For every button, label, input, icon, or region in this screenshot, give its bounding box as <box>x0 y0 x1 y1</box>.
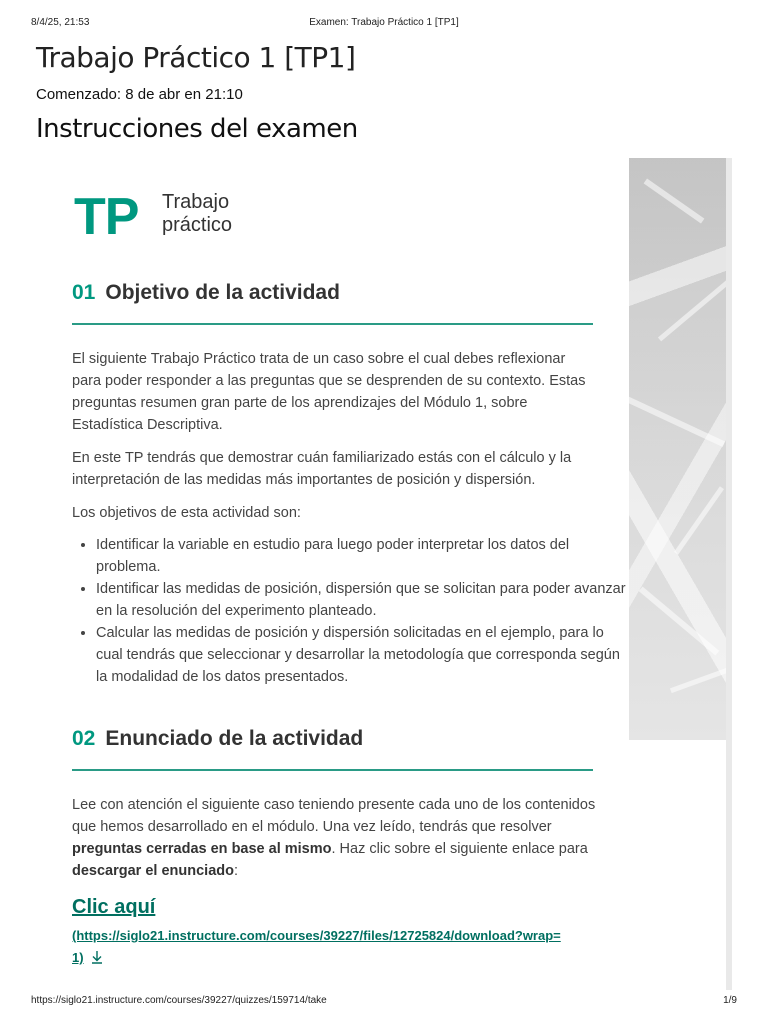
instructions-title: Instrucciones del examen <box>36 114 358 144</box>
download-url-text[interactable]: (https://siglo21.instructure.com/courses/39227/files/12725824/download?wrap=1) <box>72 928 561 965</box>
objective-item: • Identificar la variable en estudio para luego poder interpretar los datos del problema. <box>96 534 626 578</box>
print-footer <box>0 995 768 1009</box>
scrollbar-track[interactable] <box>726 158 732 990</box>
print-datetime: 8/4/25, 21:53 <box>31 17 90 28</box>
tp-logo-line2: práctico <box>162 214 233 236</box>
section1-paragraph-1: El siguiente Trabajo Práctico trata de un caso sobre el cual debes reflexionar para poder responder a las preguntas que se desprenden de su contexto. Estas preguntas resumen gran parte de los aprendizajes del Módulo 1, sobre Estadística Descriptiva. <box>72 351 586 433</box>
tp-logo-abbr: TP <box>74 188 139 246</box>
section1-title: Objetivo de la actividad <box>105 281 340 304</box>
section2-heading <box>72 727 363 751</box>
section2-text-a: Lee con atención el siguiente caso teniendo presente cada uno de los contenidos que hemos desarrollado en el módulo. Una vez leído, tendrás que resolver <box>72 797 596 835</box>
decorative-side-image <box>629 158 726 740</box>
section1-divider <box>72 323 593 325</box>
download-statement-link[interactable]: Clic aquí <box>72 896 156 918</box>
objectives-list <box>72 534 626 688</box>
section2-bold-closed-questions: preguntas cerradas en base al mismo <box>72 841 332 857</box>
download-icon[interactable] <box>90 949 104 971</box>
objective-item: • Identificar las medidas de posición, dispersión que se solicitan para poder avanzar en la resolución del experimento planteado. <box>96 578 626 622</box>
tp-logo-line1: Trabajo <box>162 191 230 213</box>
print-doc-title: Examen: Trabajo Práctico 1 [TP1] <box>309 17 459 28</box>
section1-heading <box>72 281 340 305</box>
started-timestamp: Comenzado: 8 de abr en 21:10 <box>36 86 243 103</box>
section2-text-c: . Haz clic sobre el siguiente enlace para <box>331 841 588 857</box>
section2-text-e: : <box>233 863 239 879</box>
section2-title: Enunciado de la actividad <box>105 727 364 750</box>
section1-number: 01 <box>72 281 96 304</box>
section1-paragraph-2: En este TP tendrás que demostrar cuán familiarizado estás con el cálculo y la interpretación de las medidas más importantes de posición y dispersión. <box>72 450 572 488</box>
objective-item: • Calcular las medidas de posición y dispersión solicitadas en el ejemplo, para lo cual tendrás que seleccionar y desarrollar la metodología que corresponda según la modalidad de los datos presentados. <box>96 622 626 688</box>
print-page-number: 1/9 <box>723 995 737 1006</box>
section2-number: 02 <box>72 727 96 750</box>
print-header <box>0 17 768 31</box>
tp-logo-words <box>162 191 272 237</box>
page-title: Trabajo Práctico 1 [TP1] <box>36 41 356 74</box>
section2-bold-download: descargar el enunciado <box>72 863 234 879</box>
section1-paragraph-3: Los objetivos de esta actividad son: <box>72 505 301 521</box>
download-url[interactable] <box>72 925 572 971</box>
section2-divider <box>72 769 593 771</box>
section2-paragraph <box>72 794 597 882</box>
print-footer-url: https://siglo21.instructure.com/courses/39227/quizzes/159714/take <box>31 995 327 1006</box>
